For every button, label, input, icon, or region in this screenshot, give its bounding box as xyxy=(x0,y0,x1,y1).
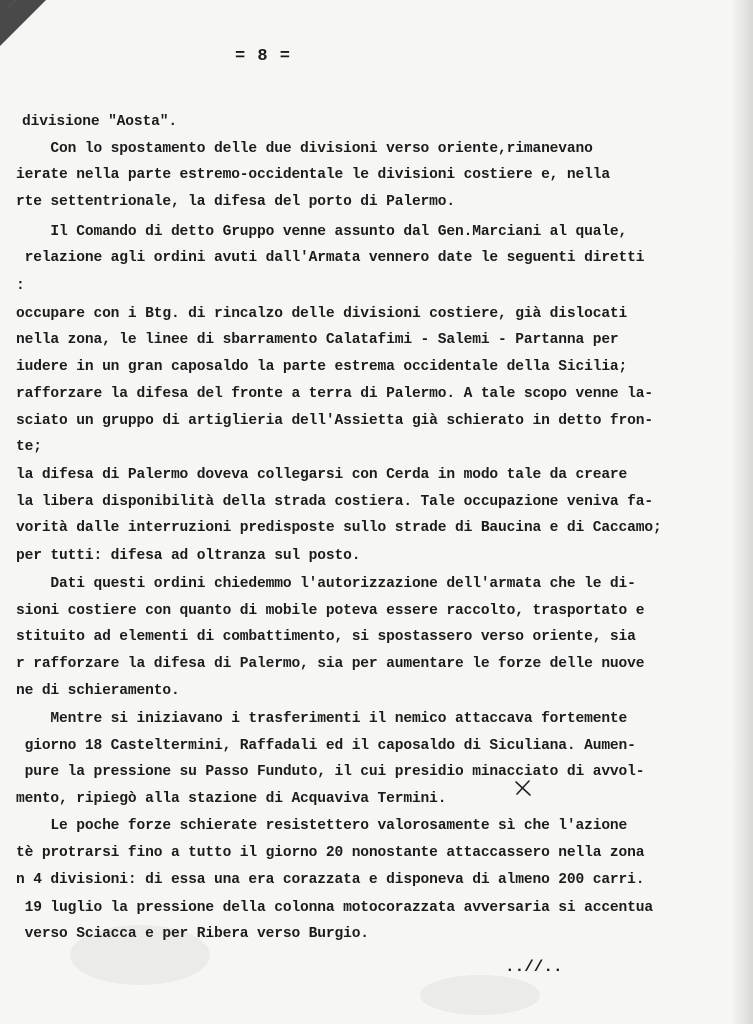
text-line: Dati questi ordini chiedemmo l'autorizzazione dell'armata che le di- xyxy=(16,576,636,592)
text-line: : xyxy=(16,278,25,294)
text-line: per tutti: difesa ad oltranza sul posto. xyxy=(16,548,361,564)
text-line: Il Comando di detto Gruppo venne assunto dal Gen.Marciani al quale, xyxy=(16,224,628,240)
text-line: tè protrarsi fino a tutto il giorno 20 nonostante attaccassero nella zona xyxy=(16,845,645,861)
text-line: nella zona, le linee di sbarramento Calatafimi - Salemi - Partanna per xyxy=(16,332,619,348)
text-line: r rafforzare la difesa di Palermo, sia per aumentare le forze delle nuove xyxy=(16,656,645,672)
text-line: giorno 18 Casteltermini, Raffadali ed il caposaldo di Siculiana. Aumen- xyxy=(16,738,636,754)
paper-stain xyxy=(420,975,540,1015)
text-line: ne di schieramento. xyxy=(16,683,180,699)
text-line: la difesa di Palermo doveva collegarsi con Cerda in modo tale da creare xyxy=(16,467,628,483)
text-line: vorità dalle interruzioni predisposte sullo strade di Baucina e di Caccamo; xyxy=(16,520,662,536)
text-line: la libera disponibilità della strada costiera. Tale occupazione veniva fa- xyxy=(16,494,653,510)
text-line: 19 luglio la pressione della colonna motocorazzata avversaria si accentua xyxy=(16,900,653,916)
text-line: Con lo spostamento delle due divisioni verso oriente,rimanevano xyxy=(16,141,593,157)
text-line: ierate nella parte estremo-occidentale le divisioni costiere e, nella xyxy=(16,167,610,183)
text-line: occupare con i Btg. di rincalzo delle divisioni costiere, già dislocati xyxy=(16,306,628,322)
text-line: iudere in un gran caposaldo la parte estrema occidentale della Sicilia; xyxy=(16,359,628,375)
text-line: te; xyxy=(16,439,42,455)
text-line: sciato un gruppo di artiglieria dell'Assietta già schierato in detto fron- xyxy=(16,413,653,429)
scan-edge-shadow xyxy=(731,0,753,1024)
page-number: = 8 = xyxy=(235,47,292,66)
handwritten-cross-mark xyxy=(513,778,533,798)
text-line: Le poche forze schierate resistettero valorosamente sì che l'azione xyxy=(16,818,628,834)
text-line: mento, ripiegò alla stazione di Acquaviva Termini. xyxy=(16,791,447,807)
text-line: verso Sciacca e per Ribera verso Burgio. xyxy=(16,926,369,942)
text-line: divisione "Aosta". xyxy=(22,114,177,130)
text-line: pure la pressione su Passo Funduto, il cui presidio minacciato di avvol- xyxy=(16,764,645,780)
text-line: n 4 divisioni: di essa una era corazzata e disponeva di almeno 200 carri. xyxy=(16,872,645,888)
text-line: relazione agli ordini avuti dall'Armata vennero date le seguenti diretti xyxy=(16,250,645,266)
text-line: rte settentrionale, la difesa del porto di Palermo. xyxy=(16,194,455,210)
text-line: rafforzare la difesa del fronte a terra di Palermo. A tale scopo venne la- xyxy=(16,386,653,402)
text-line: stituito ad elementi di combattimento, si spostassero verso oriente, sia xyxy=(16,629,636,645)
text-line: Mentre si iniziavano i trasferimenti il nemico attaccava fortemente xyxy=(16,711,628,727)
folded-corner xyxy=(0,0,46,46)
text-line: sioni costiere con quanto di mobile poteva essere raccolto, trasportato e xyxy=(16,603,645,619)
continuation-mark: ..//.. xyxy=(505,958,563,976)
